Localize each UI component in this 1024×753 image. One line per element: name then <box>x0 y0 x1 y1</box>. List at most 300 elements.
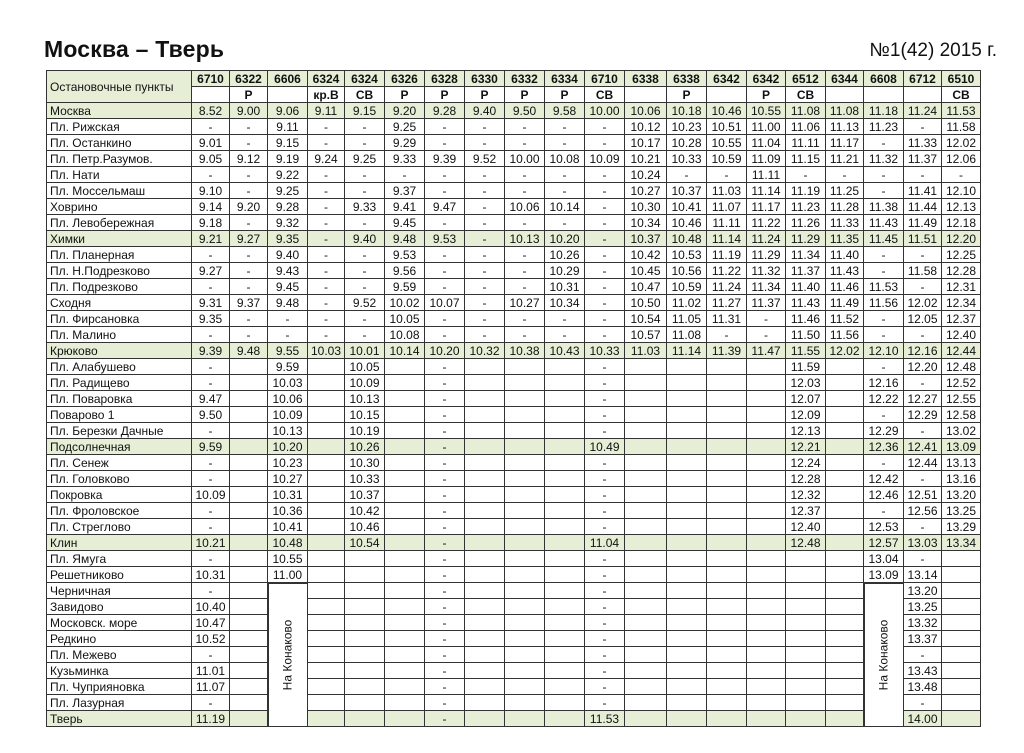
departure-time: 9.45 <box>385 215 425 231</box>
departure-time: 12.48 <box>786 535 826 551</box>
departure-time <box>786 647 826 663</box>
departure-time <box>308 471 345 487</box>
train-note: Р <box>545 87 585 103</box>
station-name: Пл. Стреглово <box>47 519 192 535</box>
departure-time: 10.20 <box>545 231 585 247</box>
departure-time: - <box>425 455 465 471</box>
departure-time: - <box>425 279 465 295</box>
departure-time: - <box>345 135 385 151</box>
departure-time: - <box>585 359 625 375</box>
departure-time <box>230 631 268 647</box>
departure-time <box>505 695 545 711</box>
departure-time: 12.16 <box>864 375 904 391</box>
departure-time <box>667 439 707 455</box>
departure-time: 10.31 <box>192 567 230 583</box>
departure-time <box>545 375 585 391</box>
departure-time <box>667 583 707 599</box>
departure-time <box>545 615 585 631</box>
departure-time <box>707 391 747 407</box>
departure-time: 13.32 <box>904 615 942 631</box>
departure-time <box>826 503 864 519</box>
departure-time: 10.40 <box>192 599 230 615</box>
departure-time: 12.02 <box>942 135 981 151</box>
departure-time: 10.37 <box>625 231 667 247</box>
departure-time <box>786 599 826 615</box>
departure-time: - <box>192 359 230 375</box>
departure-time <box>308 615 345 631</box>
departure-time <box>942 551 981 567</box>
departure-time <box>826 695 864 711</box>
departure-time: - <box>465 119 505 135</box>
departure-time <box>308 551 345 567</box>
departure-time: 10.14 <box>385 343 425 359</box>
station-row <box>47 663 981 679</box>
departure-time: 10.46 <box>667 215 707 231</box>
station-row <box>47 247 981 263</box>
departure-time: - <box>904 327 942 343</box>
departure-time: 12.56 <box>904 503 942 519</box>
departure-time <box>667 647 707 663</box>
departure-time: - <box>585 231 625 247</box>
departure-time: - <box>425 327 465 343</box>
departure-time: - <box>192 471 230 487</box>
departure-time: 9.48 <box>230 343 268 359</box>
departure-time: 13.04 <box>864 551 904 567</box>
departure-time <box>667 359 707 375</box>
departure-time: 10.33 <box>345 471 385 487</box>
station-name: Завидово <box>47 599 192 615</box>
departure-time: - <box>505 215 545 231</box>
station-row <box>47 231 981 247</box>
departure-time: - <box>545 119 585 135</box>
departure-time <box>707 583 747 599</box>
departure-time: - <box>585 407 625 423</box>
departure-time <box>385 375 425 391</box>
departure-time: - <box>192 423 230 439</box>
departure-time: 12.41 <box>904 439 942 455</box>
departure-time: 14.00 <box>904 711 942 727</box>
departure-time: 10.08 <box>385 327 425 343</box>
departure-time <box>545 567 585 583</box>
departure-time: 9.27 <box>192 263 230 279</box>
departure-time <box>545 583 585 599</box>
departure-time <box>545 535 585 551</box>
departure-time: 10.47 <box>192 615 230 631</box>
departure-time: - <box>425 551 465 567</box>
departure-time: 9.40 <box>465 103 505 119</box>
departure-time: - <box>585 455 625 471</box>
station-name: Пл. Н.Подрезково <box>47 263 192 279</box>
station-name: Сходня <box>47 295 192 311</box>
departure-time: - <box>192 519 230 535</box>
train-number: 6510 <box>942 71 981 87</box>
departure-time: - <box>505 311 545 327</box>
departure-time <box>667 535 707 551</box>
departure-time <box>230 407 268 423</box>
departure-time: 9.10 <box>192 183 230 199</box>
departure-time: - <box>425 567 465 583</box>
departure-time: 10.47 <box>625 279 667 295</box>
header-stops-label: Остановочные пункты <box>47 71 192 103</box>
station-name: Тверь <box>47 711 192 727</box>
station-row <box>47 583 981 599</box>
departure-time: 9.52 <box>465 151 505 167</box>
departure-time <box>826 647 864 663</box>
departure-time: - <box>192 647 230 663</box>
departure-time <box>230 663 268 679</box>
departure-time: 11.53 <box>864 279 904 295</box>
departure-time <box>385 631 425 647</box>
departure-time: 12.44 <box>904 455 942 471</box>
departure-time: - <box>585 679 625 695</box>
departure-time <box>826 375 864 391</box>
departure-time: 12.10 <box>942 183 981 199</box>
departure-time: - <box>308 167 345 183</box>
departure-time: 11.26 <box>786 215 826 231</box>
departure-time: - <box>425 135 465 151</box>
departure-time <box>747 567 786 583</box>
departure-time <box>707 439 747 455</box>
departure-time <box>747 519 786 535</box>
departure-time: - <box>230 119 268 135</box>
departure-time: 10.18 <box>667 103 707 119</box>
departure-time: 11.45 <box>864 231 904 247</box>
departure-time: 11.23 <box>786 199 826 215</box>
departure-time: 9.27 <box>230 231 268 247</box>
departure-time <box>230 695 268 711</box>
departure-time <box>345 663 385 679</box>
departure-time <box>505 567 545 583</box>
departure-time <box>505 423 545 439</box>
departure-time: 10.07 <box>425 295 465 311</box>
departure-time: 10.03 <box>308 343 345 359</box>
departure-time: - <box>230 327 268 343</box>
departure-time <box>505 487 545 503</box>
departure-time: - <box>864 167 904 183</box>
departure-time: 10.26 <box>345 439 385 455</box>
departure-time: - <box>345 119 385 135</box>
station-name: Химки <box>47 231 192 247</box>
station-name: Крюково <box>47 343 192 359</box>
departure-time <box>505 391 545 407</box>
departure-time <box>707 407 747 423</box>
departure-time <box>707 503 747 519</box>
departure-time <box>826 487 864 503</box>
departure-time <box>308 599 345 615</box>
departure-time: 10.45 <box>625 263 667 279</box>
departure-time: 10.00 <box>585 103 625 119</box>
departure-time: 12.36 <box>864 439 904 455</box>
departure-time <box>942 567 981 583</box>
departure-time: - <box>425 647 465 663</box>
departure-time: 11.11 <box>786 135 826 151</box>
departure-time: - <box>308 135 345 151</box>
departure-time: - <box>345 183 385 199</box>
departure-time <box>625 567 667 583</box>
departure-time: - <box>308 327 345 343</box>
departure-time <box>505 455 545 471</box>
departure-time: - <box>425 247 465 263</box>
departure-time: - <box>904 551 942 567</box>
train-note: кр.В <box>308 87 345 103</box>
departure-time: 10.52 <box>192 631 230 647</box>
station-name: Пл. Моссельмаш <box>47 183 192 199</box>
departure-time: - <box>465 199 505 215</box>
departure-time: 9.41 <box>385 199 425 215</box>
station-row <box>47 151 981 167</box>
departure-time: - <box>904 519 942 535</box>
departure-time <box>625 551 667 567</box>
departure-time <box>385 359 425 375</box>
departure-time: 13.25 <box>942 503 981 519</box>
departure-time <box>826 567 864 583</box>
departure-time: 11.53 <box>585 711 625 727</box>
departure-time: 12.10 <box>864 343 904 359</box>
departure-time: - <box>465 135 505 151</box>
departure-time: - <box>425 311 465 327</box>
departure-time <box>707 647 747 663</box>
departure-time: - <box>345 279 385 295</box>
departure-time: 9.37 <box>385 183 425 199</box>
departure-time <box>385 679 425 695</box>
departure-time <box>747 375 786 391</box>
train-note: СВ <box>942 87 981 103</box>
departure-time <box>545 471 585 487</box>
departure-time: 11.14 <box>747 183 786 199</box>
departure-time: 9.12 <box>230 151 268 167</box>
station-name: Пл. Малино <box>47 327 192 343</box>
departure-time: - <box>268 327 308 343</box>
departure-time: - <box>864 327 904 343</box>
departure-time: 10.09 <box>345 375 385 391</box>
departure-time: - <box>786 167 826 183</box>
departure-time: - <box>425 519 465 535</box>
departure-time: 13.14 <box>904 567 942 583</box>
departure-time: - <box>864 135 904 151</box>
departure-time: 11.23 <box>864 119 904 135</box>
departure-time: - <box>425 439 465 455</box>
departure-time: 10.23 <box>268 455 308 471</box>
departure-time: 11.46 <box>786 311 826 327</box>
departure-time: 13.43 <box>904 663 942 679</box>
departure-time <box>385 407 425 423</box>
train-number: 6330 <box>465 71 505 87</box>
departure-time <box>465 631 505 647</box>
departure-time: 9.39 <box>425 151 465 167</box>
train-note: СВ <box>786 87 826 103</box>
departure-time: - <box>465 327 505 343</box>
train-note <box>268 87 308 103</box>
departure-time: - <box>585 247 625 263</box>
departure-time <box>826 551 864 567</box>
departure-time <box>667 391 707 407</box>
departure-time: - <box>904 423 942 439</box>
departure-time: - <box>904 695 942 711</box>
departure-time <box>826 535 864 551</box>
departure-time: 12.37 <box>786 503 826 519</box>
departure-time: 10.55 <box>707 135 747 151</box>
departure-time <box>465 375 505 391</box>
station-name: Пл. Фроловское <box>47 503 192 519</box>
departure-time: 11.11 <box>707 215 747 231</box>
departure-time <box>230 423 268 439</box>
station-row <box>47 135 981 151</box>
departure-time <box>465 551 505 567</box>
departure-time: 13.13 <box>942 455 981 471</box>
departure-time: 11.19 <box>786 183 826 199</box>
departure-time: 9.59 <box>385 279 425 295</box>
departure-time <box>545 423 585 439</box>
departure-time: - <box>345 311 385 327</box>
departure-time <box>385 471 425 487</box>
departure-time: 11.31 <box>707 311 747 327</box>
departure-time <box>667 631 707 647</box>
train-note: Р <box>465 87 505 103</box>
departure-time: - <box>192 583 230 599</box>
departure-time: 13.16 <box>942 471 981 487</box>
departure-time: - <box>585 471 625 487</box>
station-name: Пл. Нати <box>47 167 192 183</box>
departure-time: 12.22 <box>864 391 904 407</box>
departure-time: 10.51 <box>707 119 747 135</box>
departure-time: 9.56 <box>385 263 425 279</box>
departure-time: - <box>585 167 625 183</box>
departure-time <box>667 711 707 727</box>
departure-time: 12.29 <box>864 423 904 439</box>
station-name: Пл. Сенеж <box>47 455 192 471</box>
departure-time: - <box>230 247 268 263</box>
station-row <box>47 391 981 407</box>
station-name: Московск. море <box>47 615 192 631</box>
departure-time: - <box>505 167 545 183</box>
station-name: Пл. Лазурная <box>47 695 192 711</box>
departure-time: - <box>308 247 345 263</box>
station-name: Пл. Ямуга <box>47 551 192 567</box>
departure-time: 11.08 <box>667 327 707 343</box>
departure-time: - <box>425 167 465 183</box>
departure-time: - <box>904 375 942 391</box>
departure-time: - <box>545 311 585 327</box>
departure-time <box>385 599 425 615</box>
station-name: Пл. Подрезково <box>47 279 192 295</box>
departure-time: 10.30 <box>625 199 667 215</box>
train-number: 6710 <box>192 71 230 87</box>
departure-time <box>545 647 585 663</box>
departure-time: 11.37 <box>904 151 942 167</box>
departure-time: 11.07 <box>192 679 230 695</box>
departure-time <box>230 567 268 583</box>
departure-time <box>308 711 345 727</box>
departure-time <box>385 439 425 455</box>
departure-time: 9.48 <box>385 231 425 247</box>
departure-time: 11.38 <box>864 199 904 215</box>
departure-time: 10.59 <box>667 279 707 295</box>
station-row <box>47 647 981 663</box>
departure-time: 12.02 <box>904 295 942 311</box>
departure-time: - <box>585 327 625 343</box>
station-name: Москва <box>47 103 192 119</box>
departure-time <box>625 407 667 423</box>
departure-time: 11.11 <box>747 167 786 183</box>
departure-time: 10.43 <box>545 343 585 359</box>
station-row <box>47 695 981 711</box>
departure-time <box>625 631 667 647</box>
departure-time <box>826 359 864 375</box>
departure-time: 9.06 <box>268 103 308 119</box>
departure-time <box>505 583 545 599</box>
departure-time <box>667 615 707 631</box>
departure-time: - <box>425 599 465 615</box>
departure-time <box>308 407 345 423</box>
departure-time <box>230 615 268 631</box>
departure-time: 12.20 <box>904 359 942 375</box>
departure-time <box>667 567 707 583</box>
departure-time: 11.59 <box>786 359 826 375</box>
departure-time: - <box>345 247 385 263</box>
station-name: Пл. Головково <box>47 471 192 487</box>
train-number: 6334 <box>545 71 585 87</box>
departure-time <box>308 487 345 503</box>
departure-time: - <box>585 183 625 199</box>
departure-time: - <box>345 263 385 279</box>
issue-number: №1(42) 2015 г. <box>869 40 997 61</box>
departure-time <box>545 711 585 727</box>
departure-time: - <box>192 119 230 135</box>
departure-time <box>942 679 981 695</box>
departure-time: - <box>192 279 230 295</box>
departure-time: 10.24 <box>625 167 667 183</box>
departure-time: 10.12 <box>625 119 667 135</box>
departure-time: 9.24 <box>308 151 345 167</box>
departure-time <box>465 455 505 471</box>
departure-time <box>465 663 505 679</box>
station-row <box>47 535 981 551</box>
departure-time <box>308 535 345 551</box>
departure-time: - <box>425 183 465 199</box>
departure-time <box>942 615 981 631</box>
departure-time: 12.52 <box>942 375 981 391</box>
departure-time <box>707 567 747 583</box>
departure-time: 11.03 <box>625 343 667 359</box>
departure-time: 10.28 <box>667 135 707 151</box>
departure-time: 9.20 <box>385 103 425 119</box>
departure-time: - <box>465 215 505 231</box>
departure-time: - <box>345 327 385 343</box>
departure-time: 9.37 <box>230 295 268 311</box>
departure-time: 11.29 <box>747 247 786 263</box>
departure-time <box>465 519 505 535</box>
departure-time: 12.09 <box>786 407 826 423</box>
departure-time: 11.22 <box>747 215 786 231</box>
departure-time <box>230 711 268 727</box>
departure-time: 11.22 <box>707 263 747 279</box>
departure-time: 10.48 <box>667 231 707 247</box>
departure-time <box>465 711 505 727</box>
station-name: Пл. Поваровка <box>47 391 192 407</box>
departure-time <box>667 407 707 423</box>
departure-time <box>545 519 585 535</box>
departure-time <box>345 631 385 647</box>
departure-time: - <box>308 279 345 295</box>
departure-time: - <box>425 375 465 391</box>
departure-time <box>667 551 707 567</box>
station-row <box>47 599 981 615</box>
station-name: Пл. Чуприяновка <box>47 679 192 695</box>
departure-time: - <box>864 503 904 519</box>
departure-time: 11.27 <box>707 295 747 311</box>
departure-time: 11.09 <box>747 151 786 167</box>
departure-time: - <box>345 215 385 231</box>
